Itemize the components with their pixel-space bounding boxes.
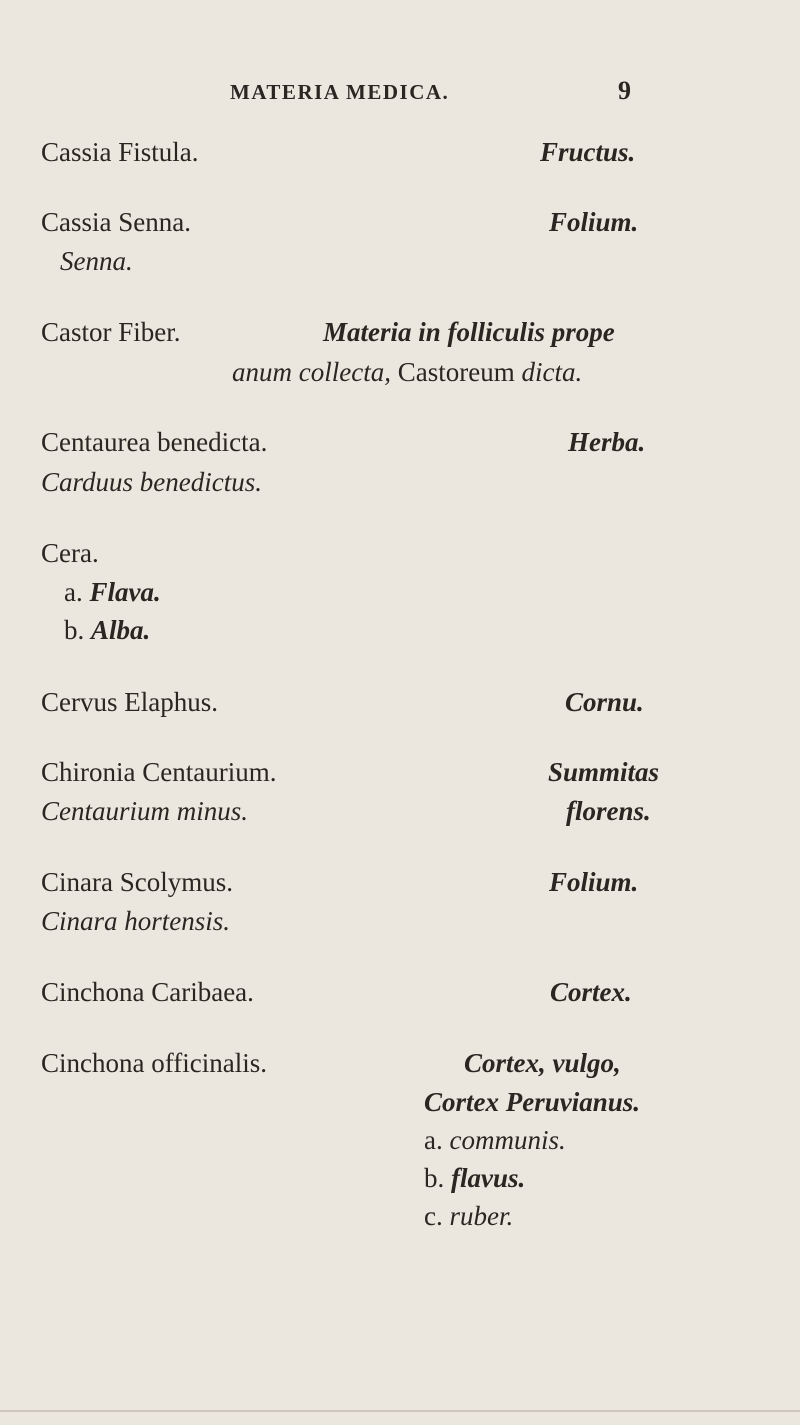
page-edge-line: [0, 1410, 800, 1412]
entry-part-roman: Castoreum: [397, 357, 515, 387]
entry-name: Centaurea benedicta.: [41, 427, 268, 457]
entry-part: florens.: [566, 796, 651, 826]
entry-synonym: Centaurium minus.: [41, 796, 249, 826]
sub-item: [424, 1200, 513, 1232]
sub-item-letter: b.: [424, 1163, 445, 1193]
entry-synonym: Carduus benedictus.: [41, 467, 262, 497]
running-header: MATERIA MEDICA.: [230, 80, 450, 104]
sub-item-letter: a.: [64, 577, 83, 607]
entry-name: Cinchona officinalis.: [41, 1048, 267, 1078]
entry-part: Cornu.: [565, 687, 644, 717]
sub-item-label: Alba.: [91, 615, 151, 645]
sub-item-letter: b.: [64, 615, 85, 645]
entry-part-italic: dicta.: [521, 357, 583, 387]
sub-item: [424, 1162, 525, 1194]
entry-part-italic: anum collecta,: [232, 357, 391, 387]
entry-name: Cinara Scolymus.: [41, 867, 233, 897]
entry-name: Castor Fiber.: [41, 317, 181, 347]
entry-name: Cera.: [41, 538, 99, 568]
sub-item: [64, 614, 150, 646]
sub-item-label: flavus.: [451, 1163, 526, 1193]
entry-part: Folium.: [549, 207, 639, 237]
entry-part: Cortex.: [550, 977, 632, 1007]
entry-name: Chironia Centaurium.: [41, 757, 277, 787]
entry-part: Fructus.: [540, 137, 636, 167]
entry-part: Herba.: [568, 427, 646, 457]
entry-synonym: Senna.: [60, 246, 133, 276]
entry-name: Cassia Fistula.: [41, 137, 199, 167]
sub-item-label: communis.: [449, 1125, 566, 1155]
entry-part: Cortex, vulgo,: [464, 1048, 621, 1078]
sub-item-letter: c.: [424, 1201, 443, 1231]
sub-item: [64, 576, 161, 608]
entry-part-continued: [232, 356, 582, 388]
entry-part: Cortex Peruvianus.: [424, 1087, 641, 1117]
entry-name: Cassia Senna.: [41, 207, 191, 237]
entry-synonym: Cinara hortensis.: [41, 906, 231, 936]
page-number: 9: [618, 76, 631, 105]
entry-part: Materia in folliculis prope: [323, 317, 615, 347]
sub-item-letter: a.: [424, 1125, 443, 1155]
sub-item-label: Flava.: [89, 577, 161, 607]
entry-part: Summitas: [548, 757, 660, 787]
entry-name: Cinchona Caribaea.: [41, 977, 254, 1007]
sub-item-label: ruber.: [449, 1201, 514, 1231]
entry-name: Cervus Elaphus.: [41, 687, 218, 717]
entry-part: Folium.: [549, 867, 639, 897]
sub-item: [424, 1124, 566, 1156]
